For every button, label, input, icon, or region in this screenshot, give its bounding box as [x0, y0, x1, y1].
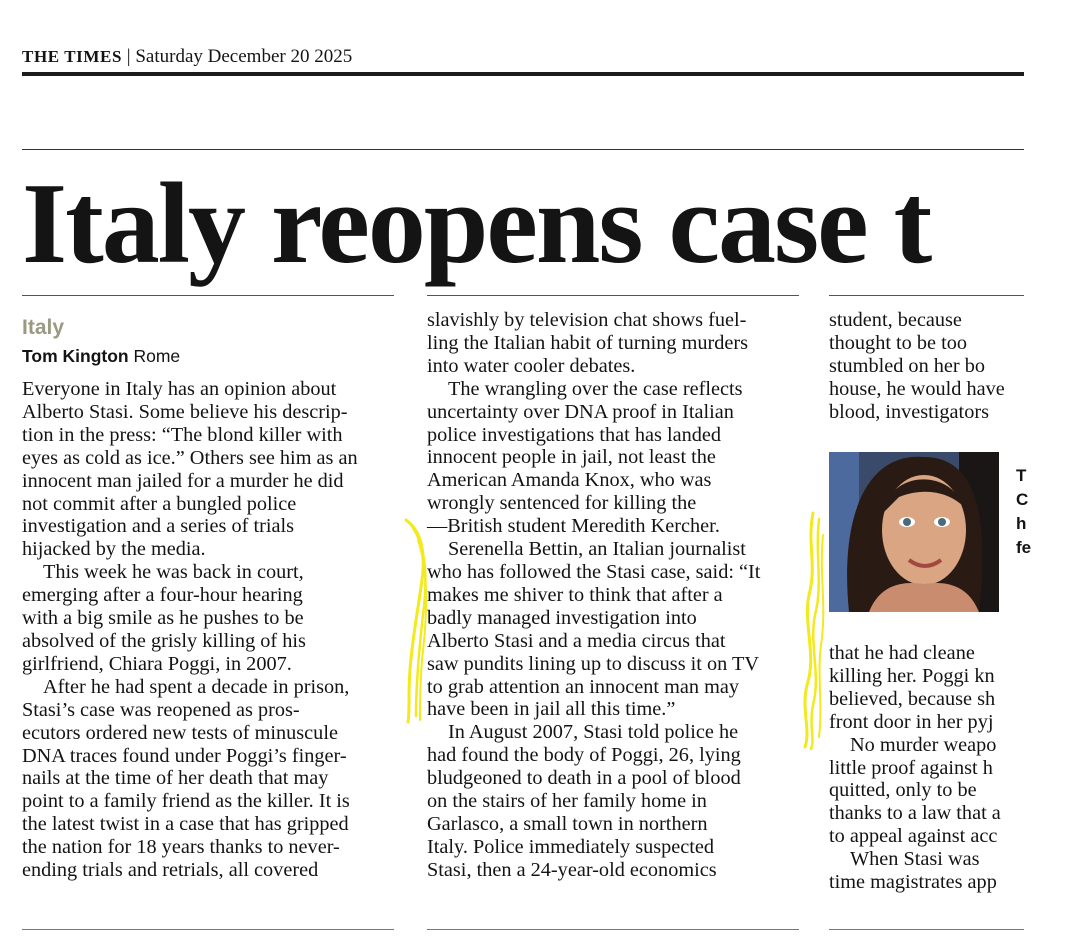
text-line: police investigations that has landed: [427, 423, 722, 446]
byline-author: Tom Kington: [22, 346, 129, 366]
text-line: student, because: [829, 309, 962, 331]
text-line: ending trials and retrials, all covered: [22, 859, 319, 882]
text-line: emerging after a four-hour hearing: [22, 584, 303, 607]
text-line: Alberto Stasi and a media circus that: [427, 629, 726, 652]
text-line: Everyone in Italy has an opinion about: [22, 378, 337, 400]
text-line: The wrangling over the case reflects: [448, 377, 743, 400]
text-line: Stasi, then a 24-year-old economics: [427, 858, 717, 881]
text-line: the nation for 18 years thanks to never-: [22, 836, 340, 859]
text-line: believed, because sh: [829, 687, 996, 710]
text-line: slavishly by television chat shows fuel-: [427, 309, 747, 331]
masthead-paper: THE TIMES: [22, 47, 123, 66]
text-line: stumbled on her bo: [829, 354, 986, 377]
text-line: innocent people in jail, not least the: [427, 446, 716, 469]
text-line: the latest twist in a case that has gripped: [22, 813, 349, 836]
text-line: blood, investigators: [829, 400, 989, 423]
text-line: into water cooler debates.: [427, 354, 636, 377]
text-line: to appeal against acc: [829, 825, 998, 848]
column-rule-2: [427, 295, 799, 296]
text-line: investigation and a series of trials: [22, 515, 295, 538]
text-line: eyes as cold as ice.” Others see him as an: [22, 446, 358, 469]
headline: Italy reopens case t: [22, 160, 931, 288]
masthead: [22, 46, 352, 68]
text-line: ecutors ordered new tests of minuscule: [22, 721, 338, 744]
portrait-photo-graphic: [829, 452, 999, 612]
text-line: Garlasco, a small town in northern: [427, 812, 708, 835]
text-line: little proof against h: [829, 756, 993, 779]
text-line: This week he was back in court,: [43, 561, 304, 584]
text-line: bludgeoned to death in a pool of blood: [427, 767, 741, 790]
masthead-date: Saturday December 20 2025: [135, 46, 353, 67]
masthead-separator: |: [122, 46, 136, 67]
text-line: to grab attention an innocent man may: [427, 675, 740, 698]
text-line: innocent man jailed for a murder he did: [22, 469, 344, 492]
text-line: house, he would have: [829, 377, 1005, 400]
text-line: thanks to a law that a: [829, 802, 1001, 825]
text-line: thought to be too: [829, 331, 968, 354]
text-line: front door in her pyj: [829, 710, 994, 733]
highlighter-mark-right: [795, 505, 835, 755]
text-line: wrongly sentenced for killing the: [427, 492, 697, 515]
column-rule-3: [829, 295, 1024, 296]
bottom-rule-3: [829, 929, 1024, 930]
article-column-3-bottom: [829, 642, 1089, 894]
text-line: makes me shiver to think that after a: [427, 583, 723, 606]
text-line: American Amanda Knox, who was: [427, 469, 712, 492]
bottom-rule-2: [427, 929, 799, 930]
text-line: Serenella Bettin, an Italian journalist: [448, 538, 746, 561]
masthead-rule: [22, 72, 1024, 76]
column-rule-1: [22, 295, 394, 296]
text-line: When Stasi was: [850, 848, 980, 871]
text-line: with a big smile as he pushes to be: [22, 607, 304, 630]
text-line: not commit after a bungled police: [22, 492, 297, 515]
text-line: who has followed the Stasi case, said: “It: [427, 560, 761, 583]
text-line: saw pundits lining up to discuss it on TV: [427, 652, 760, 675]
text-line: Stasi’s case was reopened as pros-: [22, 698, 300, 721]
caption-fragment: T: [1016, 466, 1027, 485]
text-line: ling the Italian habit of turning murders: [427, 331, 749, 354]
text-line: that he had cleane: [829, 642, 975, 664]
caption-fragment: fe: [1016, 538, 1032, 557]
text-line: Alberto Stasi. Some believe his descrip-: [22, 400, 348, 423]
portrait-photo: [829, 452, 999, 612]
article-column-1: [22, 378, 394, 882]
text-line: Italy. Police immediately suspected: [427, 835, 715, 858]
byline-place: Rome: [133, 346, 181, 366]
text-line: DNA traces found under Poggi’s finger-: [22, 744, 347, 767]
text-line: badly managed investigation into: [427, 606, 697, 629]
photo-caption: [1016, 464, 1031, 560]
section-label: Italy: [22, 316, 65, 339]
caption-fragment: C: [1016, 490, 1029, 509]
text-line: girlfriend, Chiara Poggi, in 2007.: [22, 652, 292, 675]
text-line: In August 2007, Stasi told police he: [448, 721, 739, 744]
text-line: tion in the press: “The blond killer with: [22, 423, 343, 446]
caption-fragment: h: [1016, 514, 1027, 533]
text-line: point to a family friend as the killer. It is: [22, 790, 350, 813]
article-column-2: [427, 309, 799, 882]
text-line: nails at the time of her death that may: [22, 767, 329, 790]
text-line: quitted, only to be: [829, 779, 977, 802]
text-line: No murder weapo: [850, 733, 997, 756]
text-line: have been in jail all this time.”: [427, 698, 676, 721]
text-line: —British student Meredith Kercher.: [427, 515, 720, 538]
text-line: absolved of the grisly killing of his: [22, 629, 306, 652]
article-column-3-top: [829, 309, 1089, 424]
text-line: After he had spent a decade in prison,: [43, 675, 350, 698]
text-line: time magistrates app: [829, 871, 997, 894]
text-line: had found the body of Poggi, 26, lying: [427, 744, 741, 767]
highlighter-mark-left: [398, 510, 438, 730]
text-line: uncertainty over DNA proof in Italian: [427, 400, 734, 423]
bottom-rule-1: [22, 929, 394, 930]
text-line: on the stairs of her family home in: [427, 790, 707, 813]
byline: [22, 346, 180, 367]
text-line: hijacked by the media.: [22, 538, 206, 561]
text-line: killing her. Poggi kn: [829, 664, 995, 687]
